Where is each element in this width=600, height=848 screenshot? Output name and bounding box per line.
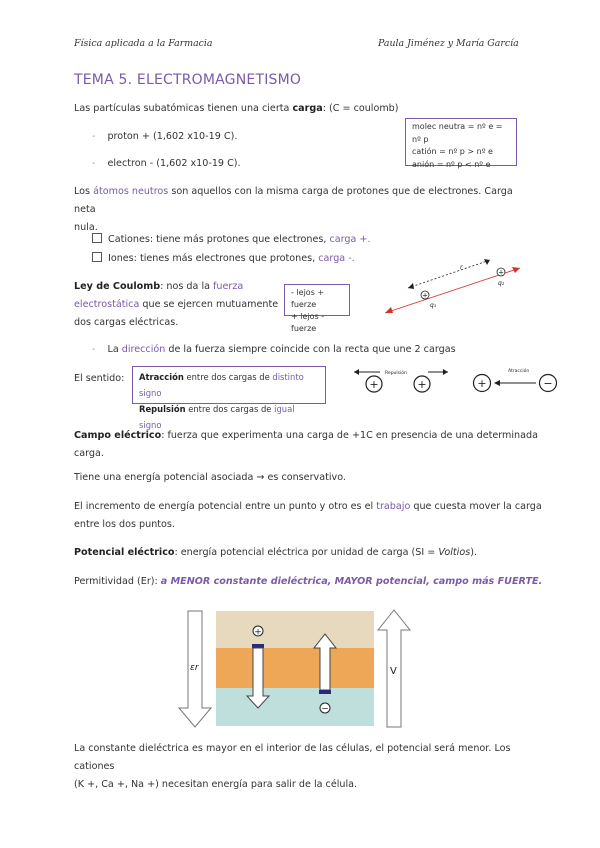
arrow-left-icon <box>494 380 500 386</box>
attraction-mid: entre dos cargas de <box>183 372 273 382</box>
attraction-bold: Atracción <box>139 372 184 382</box>
repulsion-label: Repulsión <box>385 371 407 376</box>
minus-sign: − <box>321 704 329 715</box>
increment-post: que cuesta mover la carga <box>410 501 542 512</box>
page-title: TEMA 5. ELECTROMAGNETISMO <box>74 72 302 88</box>
ion-definition-box <box>405 118 517 169</box>
cations-text: Cationes: tiene más protones que electrones, <box>108 234 330 245</box>
neutral-line2: nula. <box>74 222 98 233</box>
field-bold: Campo eléctrico <box>74 430 162 441</box>
conclusion-line2: (K +, Ca +, Na +) necesitan energía para salir de la célula. <box>74 779 358 790</box>
minus-sign: − <box>543 377 553 390</box>
arrowhead-icon <box>408 283 414 289</box>
potential-end: ). <box>470 547 478 558</box>
force-box-line: + lejos - fuerze <box>291 312 325 333</box>
force-box-line: - lejos + fuerze <box>291 288 325 309</box>
attraction-label: Atracción <box>508 369 530 374</box>
force-distance-box <box>284 284 350 333</box>
repulsion-highlight: igual signo <box>139 404 295 430</box>
coulomb-bold: Ley de Coulomb <box>74 281 161 292</box>
dash-bullet: - <box>92 131 96 142</box>
plus-sign: + <box>254 627 262 638</box>
increment-line2: entre los dos puntos. <box>74 519 175 530</box>
repulsion-diagram <box>352 366 452 396</box>
q2-label: q₂ <box>498 280 505 287</box>
sense-box <box>132 366 326 430</box>
red-arrowhead-icon <box>385 307 393 313</box>
field-text: : fuerza que experimenta una carga de +1C en presencia de una determinada <box>161 430 538 441</box>
band-middle <box>216 648 374 688</box>
coulomb-highlight-2: electrostática <box>74 299 140 310</box>
potential-bold: Potencial eléctrico <box>74 547 175 558</box>
list-item-electron <box>92 155 241 173</box>
list-item-proton <box>92 128 237 146</box>
arrow-left-icon <box>354 369 359 375</box>
neutral-atoms-paragraph <box>74 183 534 237</box>
neutral-highlight: átomos neutros <box>93 186 169 197</box>
electron-text: electron - (1,602 x10-19 C). <box>107 158 241 169</box>
permittivity-emphasis: a MENOR constante dieléctrica, MAYOR potencial, campo más FUERTE. <box>160 576 543 587</box>
coulomb-line3: dos cargas eléctricas. <box>74 317 179 328</box>
potential-paragraph <box>74 544 477 562</box>
v-label: V <box>390 666 397 677</box>
charge-q2-sign: + <box>498 268 504 277</box>
neutral-post: son aquellos con la misma carga de protones que de electrones. Carga neta <box>74 186 513 215</box>
blue-bar <box>319 690 331 694</box>
intro-bold: carga <box>292 103 323 114</box>
permittivity-paragraph <box>74 573 542 591</box>
plus-sign: + <box>477 377 487 390</box>
arrow-right-icon <box>443 369 448 375</box>
band-top <box>216 611 374 648</box>
sense-label: El sentido: <box>74 373 125 384</box>
attraction-line <box>139 369 319 401</box>
blue-bar <box>252 644 264 648</box>
proton-text: proton + (1,602 x10-19 C). <box>107 131 238 142</box>
checkbox-item-ions <box>92 250 355 268</box>
distance-line <box>408 260 490 288</box>
intro-paragraph <box>74 100 399 118</box>
potential-text: : energía potencial eléctrica por unidad de carga (SI = <box>174 547 439 558</box>
ion-box-line: molec neutra = nº e = nº p <box>412 122 503 144</box>
conclusion-line1: La constante dieléctrica es mayor en el interior de las células, el potencial será menor. Los cationes <box>74 743 511 772</box>
repulsion-mid: entre dos cargas de <box>185 404 275 414</box>
increment-pre: El incremento de energía potencial entre un punto y otro es el <box>74 501 377 512</box>
ion-box-line: catión = nº p > nº e <box>412 147 493 156</box>
coulomb-diagram <box>380 255 530 320</box>
energy-paragraph: Tiene una energía potencial asociada → es conservativo. <box>74 472 346 483</box>
header-right: Paula Jiménez y María García <box>378 38 519 49</box>
charge-q1-sign: + <box>422 291 428 300</box>
conclusion-paragraph <box>74 740 544 794</box>
intro-text: Las partículas subatómicas tienen una cierta <box>74 103 293 114</box>
header-left: Física aplicada a la Farmacia <box>74 38 213 49</box>
intro-post: : (C = coulomb) <box>322 103 399 114</box>
plus-sign: + <box>369 378 379 391</box>
neutral-pre: Los <box>74 186 94 197</box>
attraction-highlight: distinto signo <box>139 372 304 398</box>
membrane-diagram <box>176 608 412 730</box>
direction-item <box>92 341 456 359</box>
potential-unit: Voltios <box>438 547 471 558</box>
direction-pre: La <box>107 344 122 355</box>
dash-bullet: - <box>92 344 96 355</box>
attraction-diagram <box>468 364 563 396</box>
direction-highlight: dirección <box>121 344 166 355</box>
r-label: r <box>460 264 463 271</box>
checkbox-icon[interactable] <box>92 233 102 243</box>
field-line2: carga. <box>74 448 104 459</box>
plus-sign: + <box>417 378 427 391</box>
q1-label: q₁ <box>430 302 437 309</box>
coulomb-highlight: fuerza <box>213 281 244 292</box>
dash-bullet: - <box>92 158 96 169</box>
repulsion-bold: Repulsión <box>139 404 186 414</box>
checkbox-icon[interactable] <box>92 252 102 262</box>
er-label: εr <box>190 663 199 673</box>
band-bottom <box>216 688 374 726</box>
increment-paragraph <box>74 498 544 534</box>
coulomb-post: que se ejercen mutuamente <box>139 299 279 310</box>
coulomb-pre: : nos da la <box>160 281 214 292</box>
field-paragraph <box>74 427 544 463</box>
cations-charge: carga +. <box>329 234 371 245</box>
direction-post: de la fuerza siempre coincide con la recta que une 2 cargas <box>165 344 456 355</box>
ion-box-line: anión = nº p < nº e <box>412 159 491 169</box>
ions-charge: carga -. <box>318 253 355 264</box>
ions-text: Iones: tienes más electrones que protones, <box>108 253 319 264</box>
permittivity-pre: Permitividad (Er): <box>74 576 161 587</box>
checkbox-item-cations <box>92 231 371 249</box>
increment-highlight: trabajo <box>376 501 411 512</box>
coulomb-paragraph <box>74 278 284 332</box>
